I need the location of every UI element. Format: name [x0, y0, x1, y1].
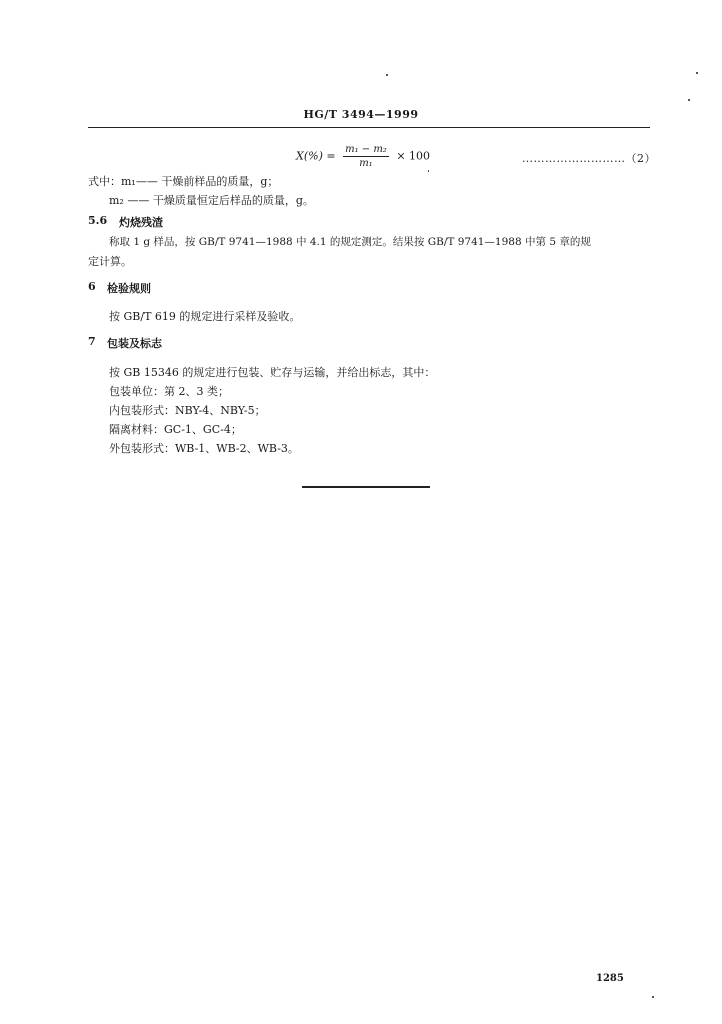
header-rule — [88, 127, 650, 128]
section-7-line: 隔离材料：GC-1、GC-4； — [109, 423, 242, 436]
scan-speck — [386, 74, 388, 76]
section-5-6-para-line-1: 称取 1 g 样品，按 GB/T 9741—1988 中 4.1 的规定测定。结果按 GB/T 9741—1988 中第 5 章的规 — [109, 236, 591, 248]
section-6-number: 6 — [88, 280, 96, 293]
where-line-1: 式中：m₁—— 干燥前样品的质量，g； — [88, 175, 279, 188]
section-5-6-title: 灼烧残渣 — [119, 216, 163, 229]
formula-multiplier: × 100 — [396, 149, 431, 163]
formula-lhs: X(%) = — [296, 149, 336, 163]
scan-speck — [696, 72, 698, 74]
formula-fraction — [343, 144, 389, 169]
page-number: 1285 — [596, 973, 624, 984]
document-header: HG/T 3494—1999 — [303, 108, 419, 121]
equation-reference: ………………………（2） — [522, 152, 656, 165]
section-5-6-para-line-2: 定计算。 — [88, 255, 132, 268]
scan-speck — [428, 170, 429, 172]
section-7-title: 包装及标志 — [107, 337, 162, 350]
formula-denominator: m₁ — [359, 158, 373, 169]
scan-speck — [652, 996, 654, 998]
section-7-line: 内包装形式：NBY-4、NBY-5； — [109, 404, 266, 417]
section-7-line: 外包装形式：WB-1、WB-2、WB-3。 — [109, 442, 299, 455]
end-rule — [302, 486, 430, 488]
where-line-2: m₂ —— 干燥质量恒定后样品的质量，g。 — [109, 194, 314, 207]
section-6-para: 按 GB/T 619 的规定进行采样及验收。 — [109, 310, 301, 323]
section-7-line: 按 GB 15346 的规定进行包装、贮存与运输，并给出标志，其中： — [109, 366, 436, 379]
section-5-6-number: 5.6 — [88, 214, 108, 227]
section-6-title: 检验规则 — [107, 282, 151, 295]
formula-numerator: m₁ − m₂ — [345, 144, 387, 155]
section-7-line: 包装单位：第 2、3 类； — [109, 385, 229, 398]
formula-2 — [296, 144, 430, 169]
section-7-number: 7 — [88, 335, 96, 348]
scan-speck — [688, 99, 690, 101]
